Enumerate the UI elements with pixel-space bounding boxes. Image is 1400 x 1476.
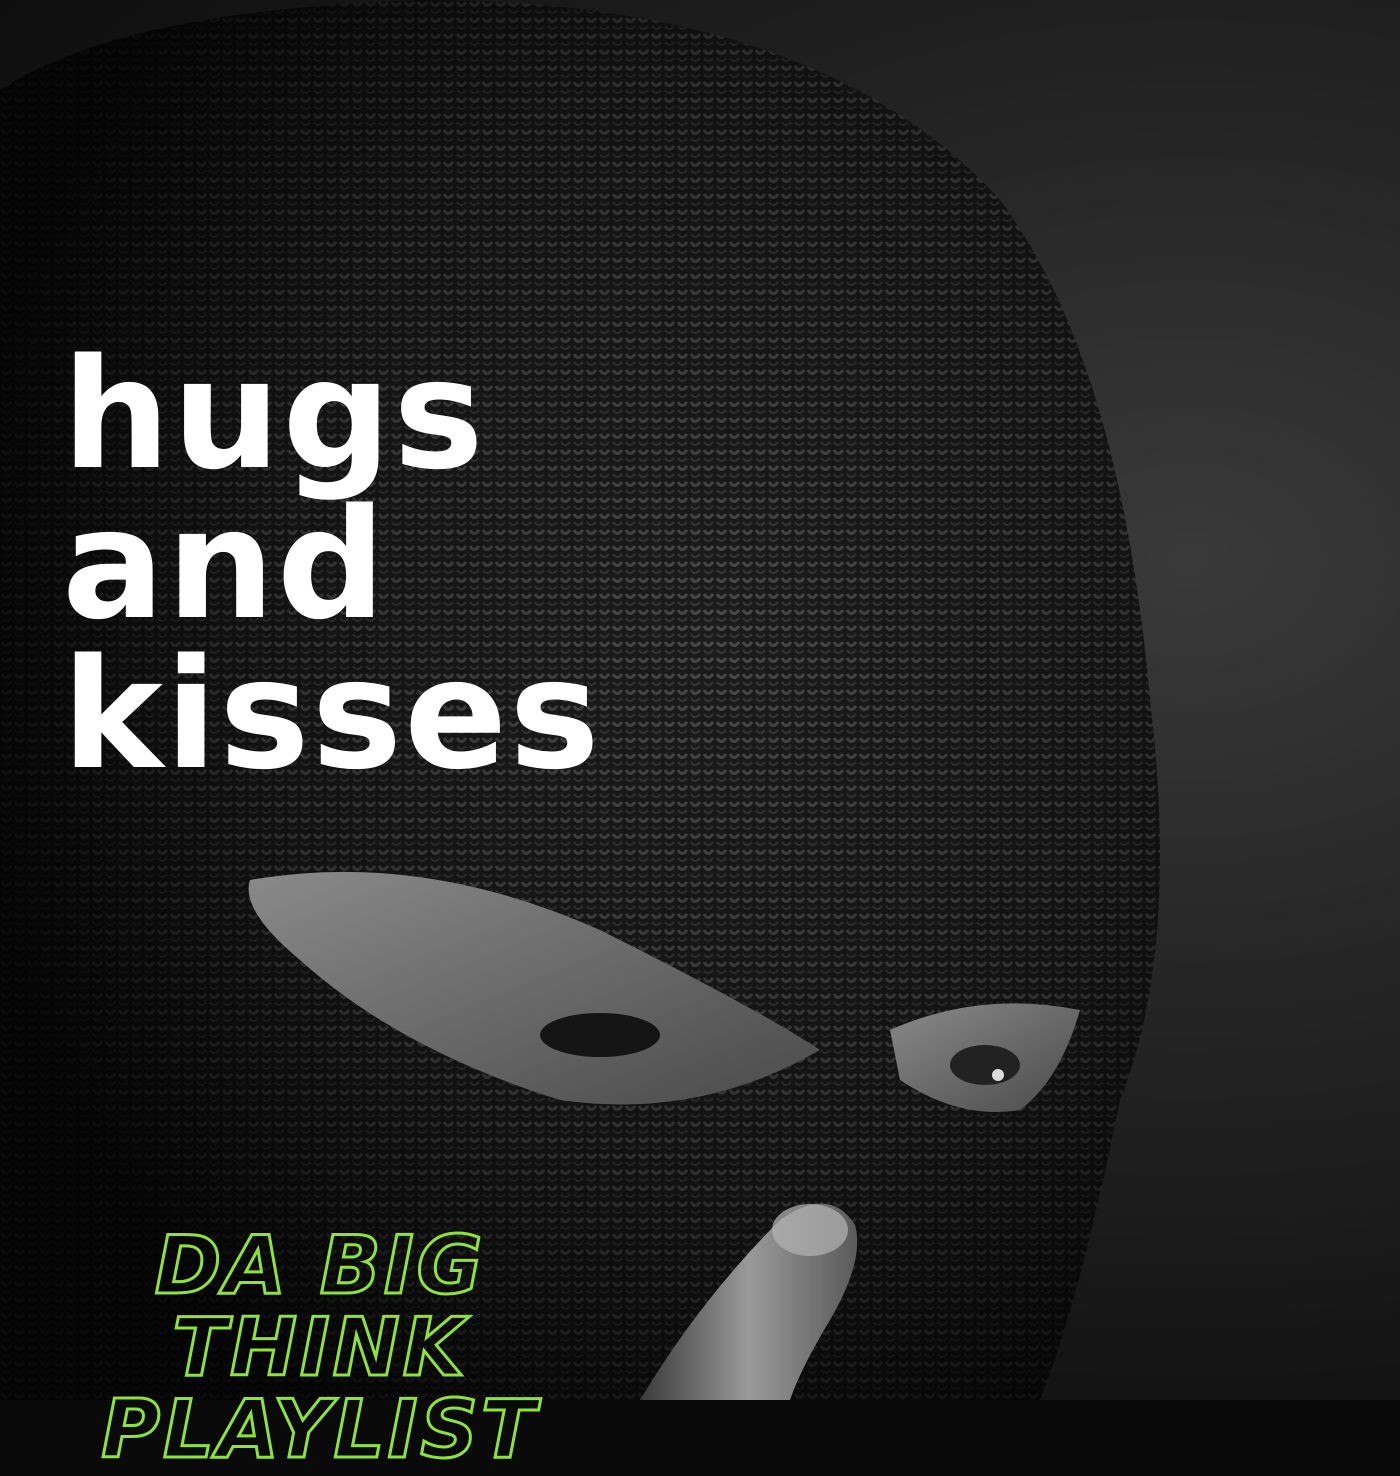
playlist-subtitle xyxy=(0,1219,640,1476)
playlist-title xyxy=(62,326,602,803)
title-line-1: hugs xyxy=(62,326,486,503)
title-line-3: kisses xyxy=(62,626,602,803)
title-line-2: and xyxy=(62,476,388,653)
subtitle-line-1: DA BIG THINK xyxy=(154,1219,486,1394)
subtitle-line-2: PLAYLIST xyxy=(101,1383,539,1476)
